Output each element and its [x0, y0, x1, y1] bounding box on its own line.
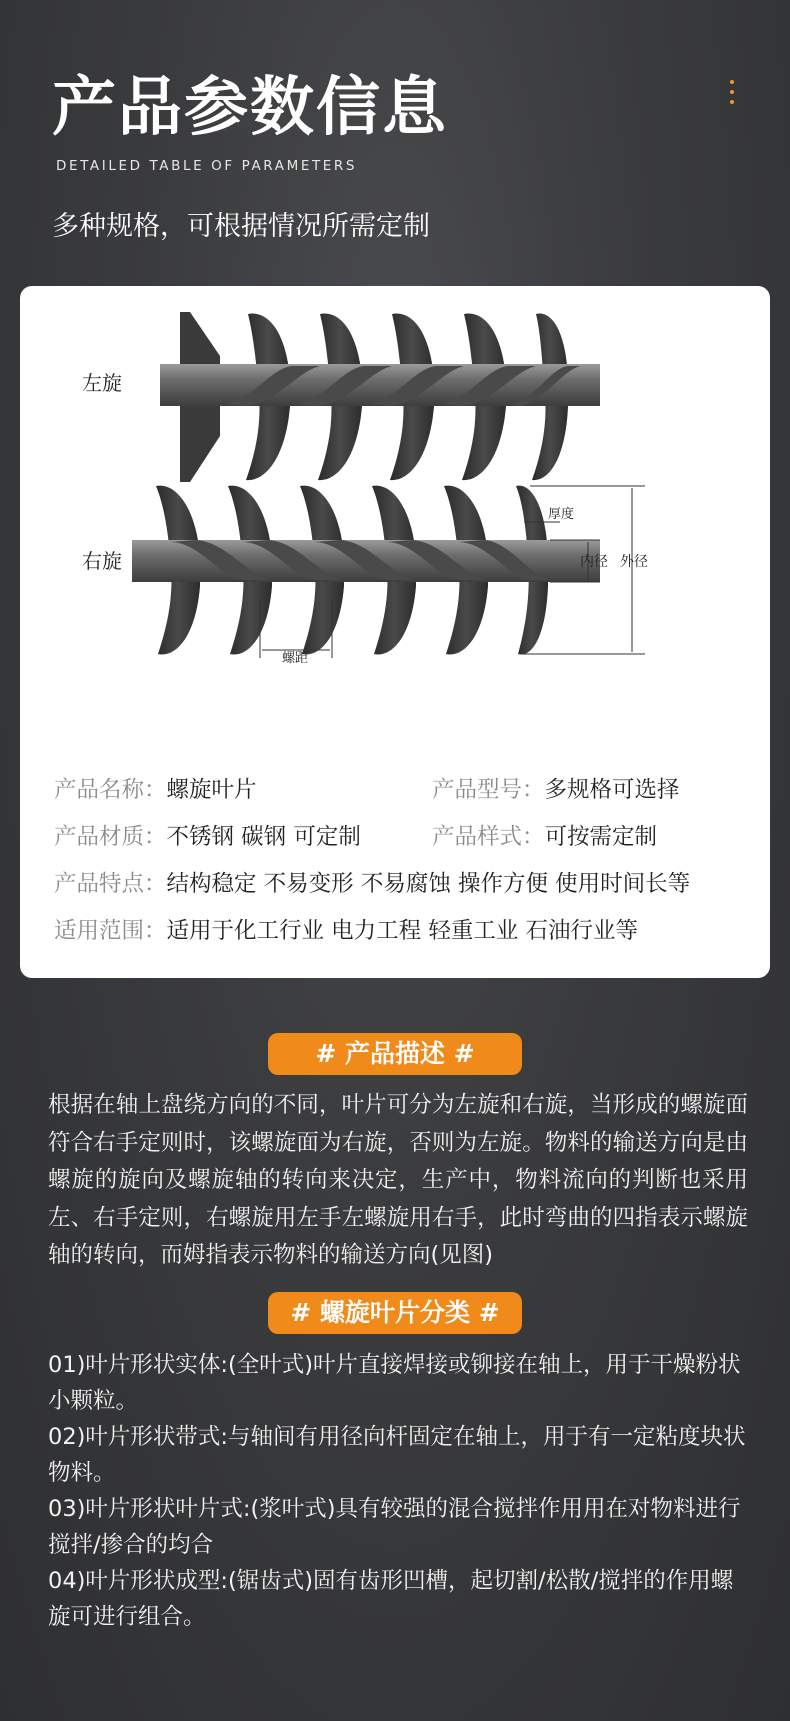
- list-item: 01)叶片形状实体:(全叶式)叶片直接焊接或铆接在轴上，用于干燥粉状小颗粒。: [48, 1352, 741, 1414]
- spec-material: 产品材质：不锈钢 碳钢 可定制: [54, 824, 361, 850]
- spec-scope: 适用范围：适用于化工行业 电力工程 轻重工业 石油行业等: [54, 918, 638, 944]
- classification-list: [48, 1347, 753, 1635]
- inner-diameter-label: 内径: [580, 554, 608, 570]
- menu-dots-icon[interactable]: [729, 80, 735, 110]
- spec-name: 产品名称：螺旋叶片: [54, 777, 257, 803]
- spec-model: 产品型号：多规格可选择: [432, 777, 680, 803]
- outer-diameter-label: 外径: [620, 554, 648, 570]
- list-item: 03)叶片形状叶片式:(浆叶式)具有较强的混合搅拌作用用在对物料进行搅拌/掺合的均合: [48, 1496, 741, 1558]
- right-hand-label: 右旋: [82, 549, 122, 573]
- screw-flight-diagram: [20, 286, 770, 726]
- classification-heading: # 螺旋叶片分类 #: [268, 1292, 522, 1334]
- list-item: 04)叶片形状成型:(锯齿式)固有齿形凹槽，起切割/松散/搅拌的作用螺旋可进行组合。: [48, 1568, 734, 1630]
- right-hand-screw: [132, 486, 600, 655]
- left-hand-label: 左旋: [82, 371, 122, 395]
- page-subtitle: DETAILED TABLE OF PARAMETERS: [56, 158, 358, 174]
- left-hand-screw: [160, 312, 600, 482]
- thickness-label: 厚度: [548, 507, 575, 522]
- page-title: 产品参数信息: [52, 71, 448, 145]
- pitch-label: 螺距: [282, 651, 309, 666]
- parameter-card: [20, 286, 770, 978]
- description-heading: # 产品描述 #: [268, 1033, 522, 1075]
- list-item: 02)叶片形状带式:与轴间有用径向杆固定在轴上，用于有一定粘度块状物料。: [48, 1424, 746, 1486]
- spec-features: 产品特点：结构稳定 不易变形 不易腐蚀 操作方便 使用时间长等: [54, 871, 691, 897]
- description-text: 根据在轴上盘绕方向的不同，叶片可分为左旋和右旋，当形成的螺旋面符合右手定则时，该螺旋面为右旋，否则为左旋。物料的输送方向是由螺旋的旋向及螺旋轴的转向来决定，生产中，物料流向的判断也采用左、右手定则，右螺旋用左手左螺旋用右手，此时弯曲的四指表示螺旋轴的转向，而姆指表示物料的输送方向(见图): [48, 1092, 748, 1268]
- tagline: 多种规格，可根据情况所需定制: [52, 211, 430, 242]
- spec-style: 产品样式：可按需定制: [432, 824, 658, 850]
